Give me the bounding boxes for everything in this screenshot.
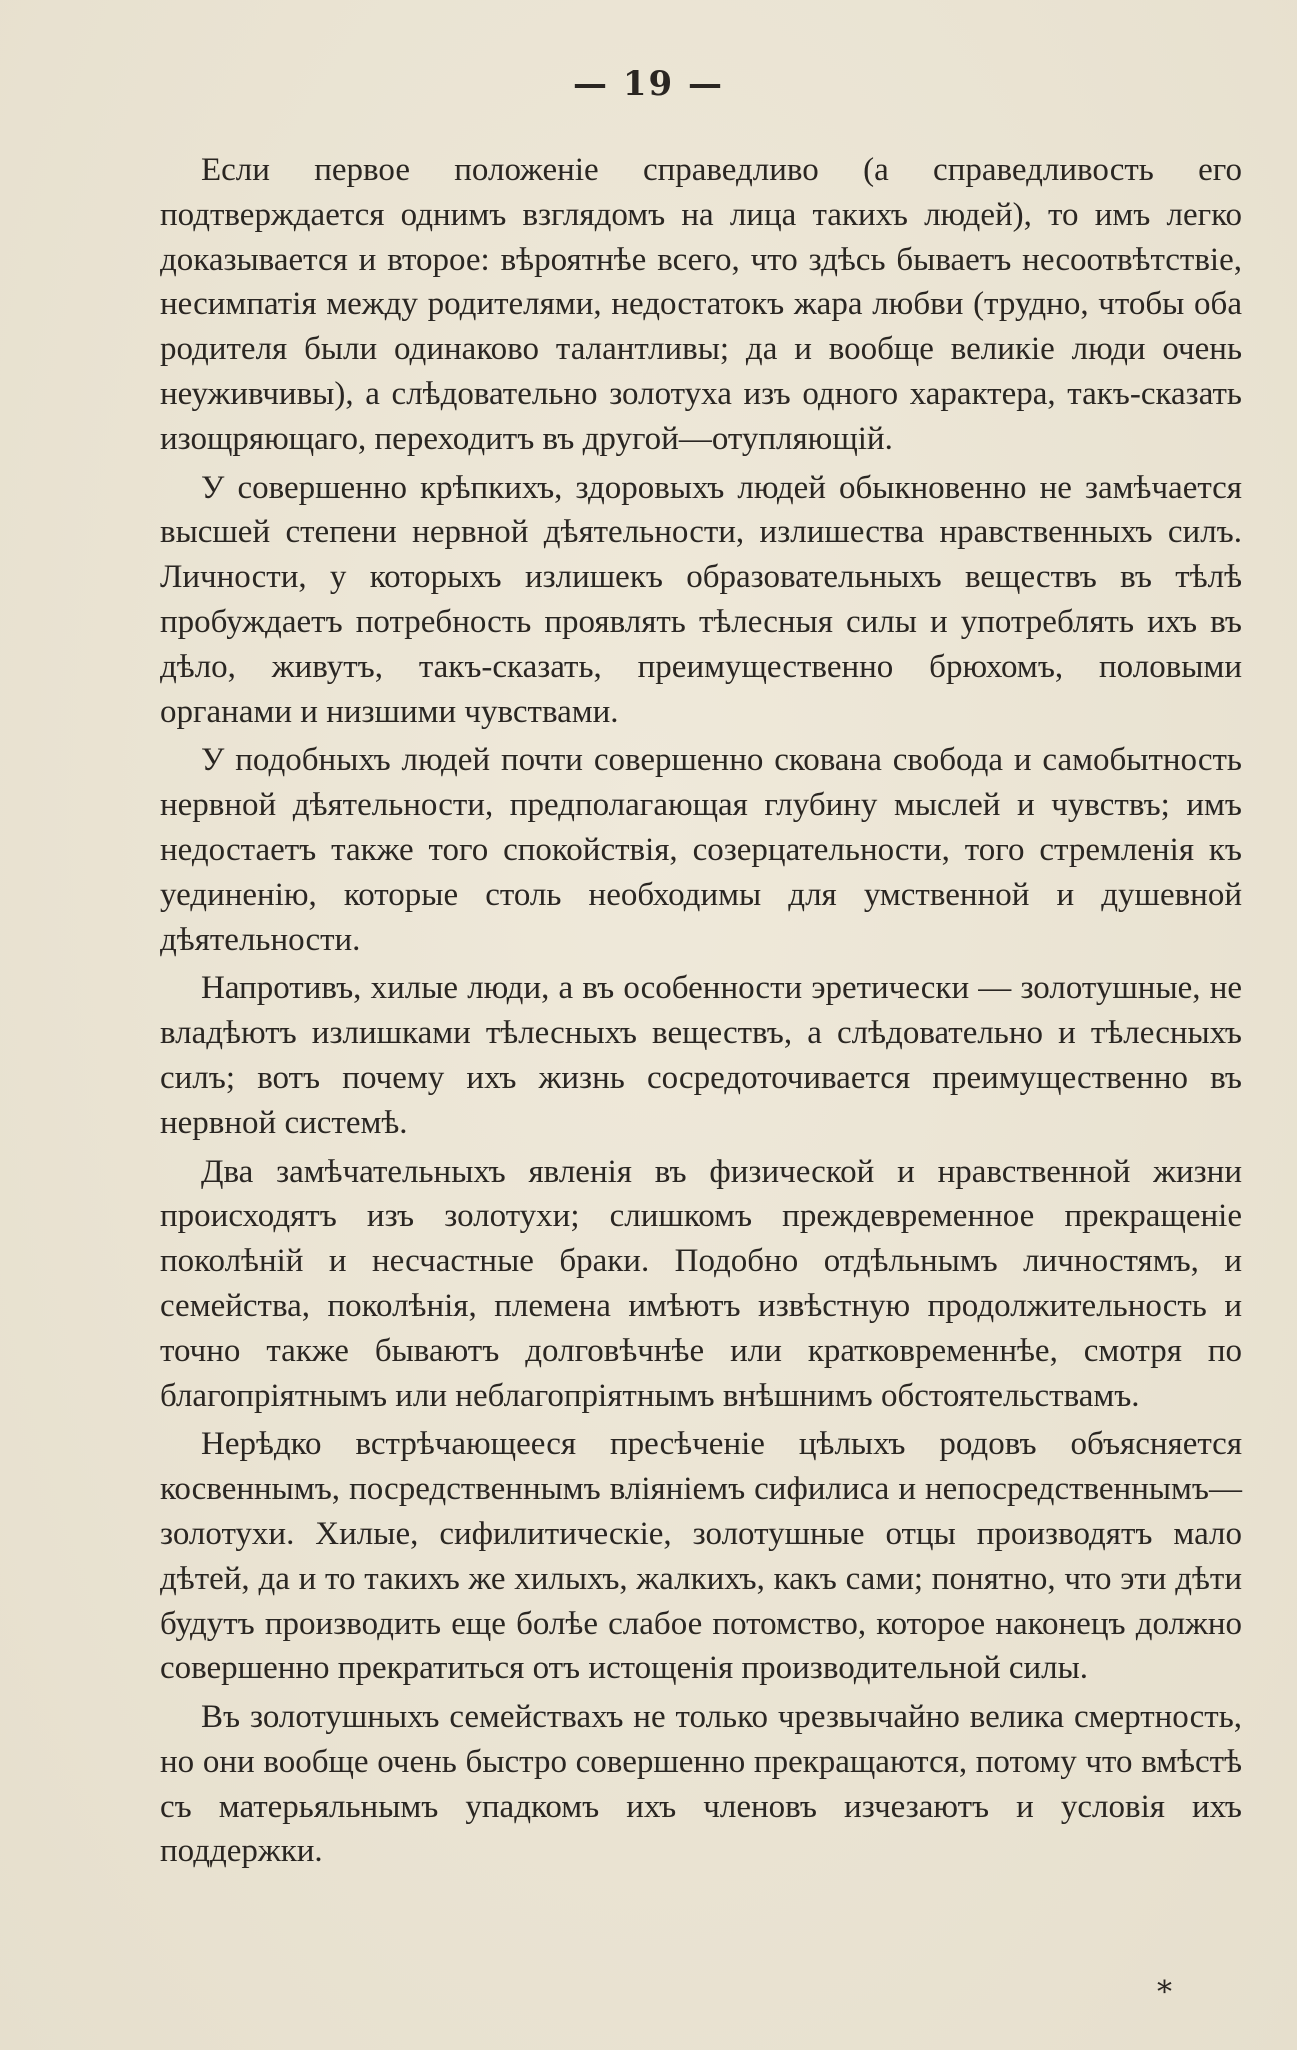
page-number: — 19 — bbox=[573, 64, 724, 104]
paragraph: Если первое положеніе справедливо (а справедливость его подтверждается однимъ взглядомъ на лица такихъ людей), то имъ легко доказывается и второе: вѣроятнѣе всего, что здѣсь бываетъ несоотвѣтствіе, несимпатія между родителями, недостатокъ жара любви (трудно, чтобы оба родителя были одинаково талантливы; да и вообще великіе люди очень неуживчивы), а слѣдовательно золотуха изъ одного характера, такъ-сказать изощряющаго, переходитъ въ другой—отупляющій. bbox=[160, 152, 1242, 457]
paragraph: Два замѣчательныхъ явленія въ физической и нравственной жизни происходятъ изъ золотухи; слишкомъ преждевременное прекращеніе поколѣній и несчастные браки. Подобно отдѣльнымъ личностямъ, и семейства, поколѣнія, племена имѣютъ извѣстную продолжительность и точно также бываютъ долговѣчнѣе или кратковременнѣе, смотря по благопріятнымъ или неблагопріятнымъ внѣшнимъ обстоятельствамъ. bbox=[160, 1153, 1242, 1414]
paragraph: Въ золотушныхъ семействахъ не только чрезвычайно велика смертность, но они вообще очень быстро совершенно прекращаются, потому что вмѣстѣ съ матерьяльнымъ упадкомъ ихъ членовъ изчезаютъ и условія ихъ поддержки. bbox=[160, 1699, 1242, 1870]
paragraph: Нерѣдко встрѣчающееся пресѣченіе цѣлыхъ родовъ объясняется косвеннымъ, посредственнымъ вліяніемъ сифилиса и непосредственнымъ—золотухи. Хилые, сифилитическіе, золотушные отцы производятъ мало дѣтей, да и то такихъ же хилыхъ, жалкихъ, какъ сами; понятно, что эти дѣти будутъ производить еще болѣе слабое потомство, которое наконецъ должно совершенно прекратиться отъ истощенія производительной силы. bbox=[160, 1426, 1242, 1687]
paragraph: У совершенно крѣпкихъ, здоровыхъ людей обыкновенно не замѣчается высшей степени нервной дѣятельности, излишества нравственныхъ силъ. Личности, у которыхъ излишекъ образовательныхъ веществъ въ тѣлѣ пробуждаетъ потребность проявлять тѣлесныя силы и употреблять ихъ въ дѣло, живутъ, такъ-сказать, преимущественно брюхомъ, половыми органами и низшими чувствами. bbox=[160, 469, 1242, 730]
body-text bbox=[160, 148, 1242, 1878]
signature-mark: * bbox=[1157, 1975, 1172, 2010]
paragraph: У подобныхъ людей почти совершенно скована свобода и самобытность нервной дѣятельности, предполагающая глубину мыслей и чувствъ; имъ недостаетъ также того спокойствія, созерцательности, того стремленія къ уединенію, которые столь необходимы для умственной и душевной дѣятельности. bbox=[160, 742, 1242, 958]
paragraph: Напротивъ, хилые люди, а въ особенности эретически — золотушные, не владѣютъ излишками тѣлесныхъ веществъ, а слѣдовательно и тѣлесныхъ силъ; вотъ почему ихъ жизнь сосредоточивается преимущественно въ нервной системѣ. bbox=[160, 970, 1242, 1141]
